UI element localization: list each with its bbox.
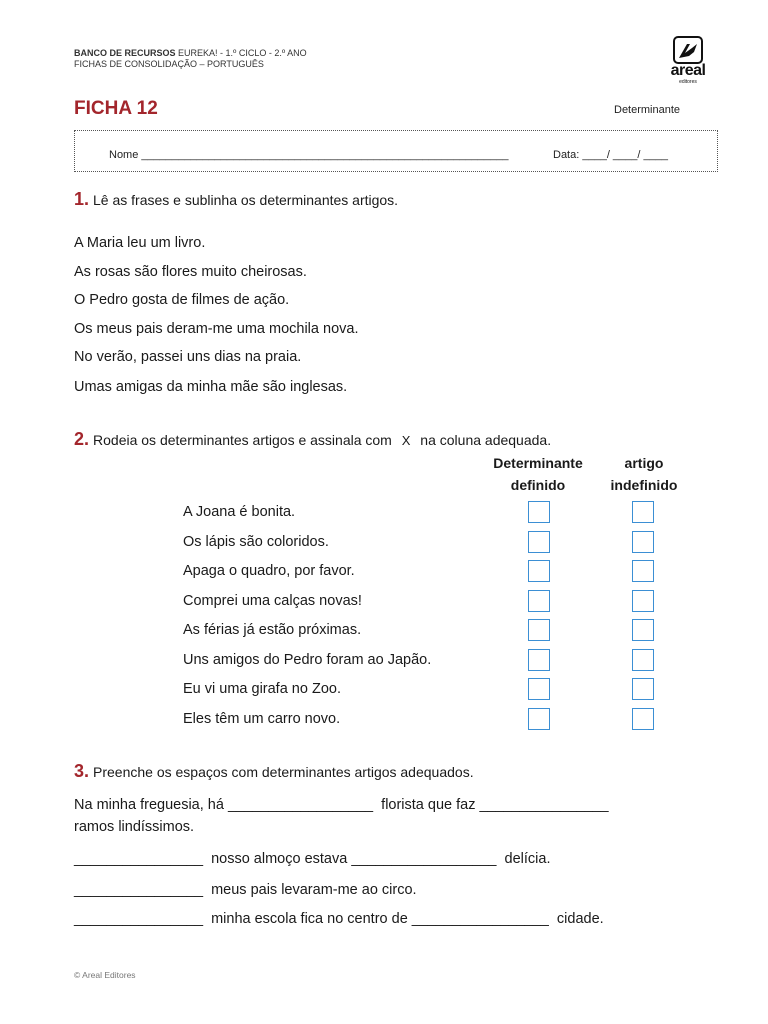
- checkbox-indefinido[interactable]: [632, 708, 654, 730]
- topic-label: Determinante: [614, 104, 681, 116]
- exercise-1-sentence: Umas amigas da minha mãe são inglesas.: [74, 379, 348, 395]
- exercise-2-sentence: Eu vi uma girafa no Zoo.: [183, 681, 341, 697]
- column-header-indefinido-line1: artigo: [624, 455, 664, 471]
- logo-mark-icon: [673, 36, 703, 64]
- exercise-1-number: 1.: [74, 189, 90, 209]
- exercise-3-number: 3.: [74, 761, 90, 781]
- checkbox-indefinido[interactable]: [632, 560, 654, 582]
- exercise-2-sentence: Comprei uma calças novas!: [183, 593, 362, 609]
- checkbox-indefinido[interactable]: [632, 590, 654, 612]
- checkbox-definido[interactable]: [528, 501, 550, 523]
- checkbox-indefinido[interactable]: [632, 531, 654, 553]
- name-field[interactable]: Nome ____________________________________________________________: [109, 149, 509, 161]
- column-header-definido-line2: definido: [510, 477, 566, 493]
- footer-copyright: © Areal Editores: [74, 970, 136, 980]
- checkbox-indefinido[interactable]: [632, 649, 654, 671]
- exercise-3-line[interactable]: ________________ nosso almoço estava __________________ delícia.: [74, 851, 551, 867]
- page-title: FICHA 12: [74, 98, 158, 119]
- column-header-definido-line1: Determinante: [493, 455, 583, 471]
- checkbox-indefinido[interactable]: [632, 501, 654, 523]
- logo-subtext: editores: [679, 79, 697, 85]
- exercise-2-sentence: Os lápis são coloridos.: [183, 534, 329, 550]
- exercise-2-text-b: na coluna adequada.: [420, 432, 552, 448]
- exercise-1-sentence: A Maria leu um livro.: [74, 235, 206, 251]
- checkbox-definido[interactable]: [528, 560, 550, 582]
- exercise-1-sentence: Os meus pais deram-me uma mochila nova.: [74, 321, 359, 337]
- exercise-2-sentence: Apaga o quadro, por favor.: [183, 563, 355, 579]
- logo-text: areal: [670, 62, 706, 79]
- checkbox-definido[interactable]: [528, 619, 550, 641]
- header-series: EUREKA! - 1.º CICLO - 2.º ANO: [175, 48, 307, 58]
- name-date-box: [74, 130, 718, 172]
- checkbox-indefinido[interactable]: [632, 619, 654, 641]
- exercise-3-line: ramos lindíssimos.: [74, 819, 195, 835]
- exercise-1-sentence: As rosas são flores muito cheirosas.: [74, 264, 307, 280]
- exercise-2-sentence: Uns amigos do Pedro foram ao Japão.: [183, 652, 432, 668]
- exercise-2-sentence: A Joana é bonita.: [183, 504, 296, 520]
- exercise-1-text: Lê as frases e sublinha os determinantes artigos.: [93, 192, 399, 208]
- exercise-2-number: 2.: [74, 429, 90, 449]
- exercise-1-sentence: No verão, passei uns dias na praia.: [74, 349, 302, 365]
- exercise-3-text: Preenche os espaços com determinantes artigos adequados.: [93, 764, 474, 780]
- checkbox-definido[interactable]: [528, 590, 550, 612]
- checkbox-definido[interactable]: [528, 708, 550, 730]
- checkbox-definido[interactable]: [528, 649, 550, 671]
- areal-logo: [658, 36, 718, 88]
- x-mark: X: [401, 433, 411, 448]
- date-field[interactable]: Data: ____/ ____/ ____: [553, 149, 668, 161]
- exercise-3-line[interactable]: ________________ meus pais levaram-me ao circo.: [74, 882, 417, 898]
- exercise-3-line[interactable]: ________________ minha escola fica no centro de _________________ cidade.: [74, 911, 604, 927]
- exercise-2-sentence: Eles têm um carro novo.: [183, 711, 341, 727]
- column-header-indefinido: [596, 452, 692, 496]
- exercise-2-text-a: Rodeia os determinantes artigos e assinala com: [93, 432, 392, 448]
- column-header-definido: [480, 452, 596, 496]
- header-line-2: FICHAS DE CONSOLIDAÇÃO – PORTUGUÊS: [74, 59, 264, 69]
- header-bank: BANCO DE RECURSOS: [74, 48, 176, 58]
- exercise-2-instruction: [74, 429, 551, 451]
- checkbox-indefinido[interactable]: [632, 678, 654, 700]
- exercise-3-line[interactable]: Na minha freguesia, há __________________ florista que faz ________________: [74, 797, 609, 813]
- exercise-1-instruction: [74, 189, 398, 210]
- header-line-1: [74, 48, 307, 59]
- checkbox-definido[interactable]: [528, 678, 550, 700]
- exercise-2-sentence: As férias já estão próximas.: [183, 622, 362, 638]
- exercise-1-sentence: O Pedro gosta de filmes de ação.: [74, 292, 290, 308]
- checkbox-definido[interactable]: [528, 531, 550, 553]
- column-header-indefinido-line2: indefinido: [610, 477, 678, 493]
- exercise-3-instruction: [74, 761, 474, 782]
